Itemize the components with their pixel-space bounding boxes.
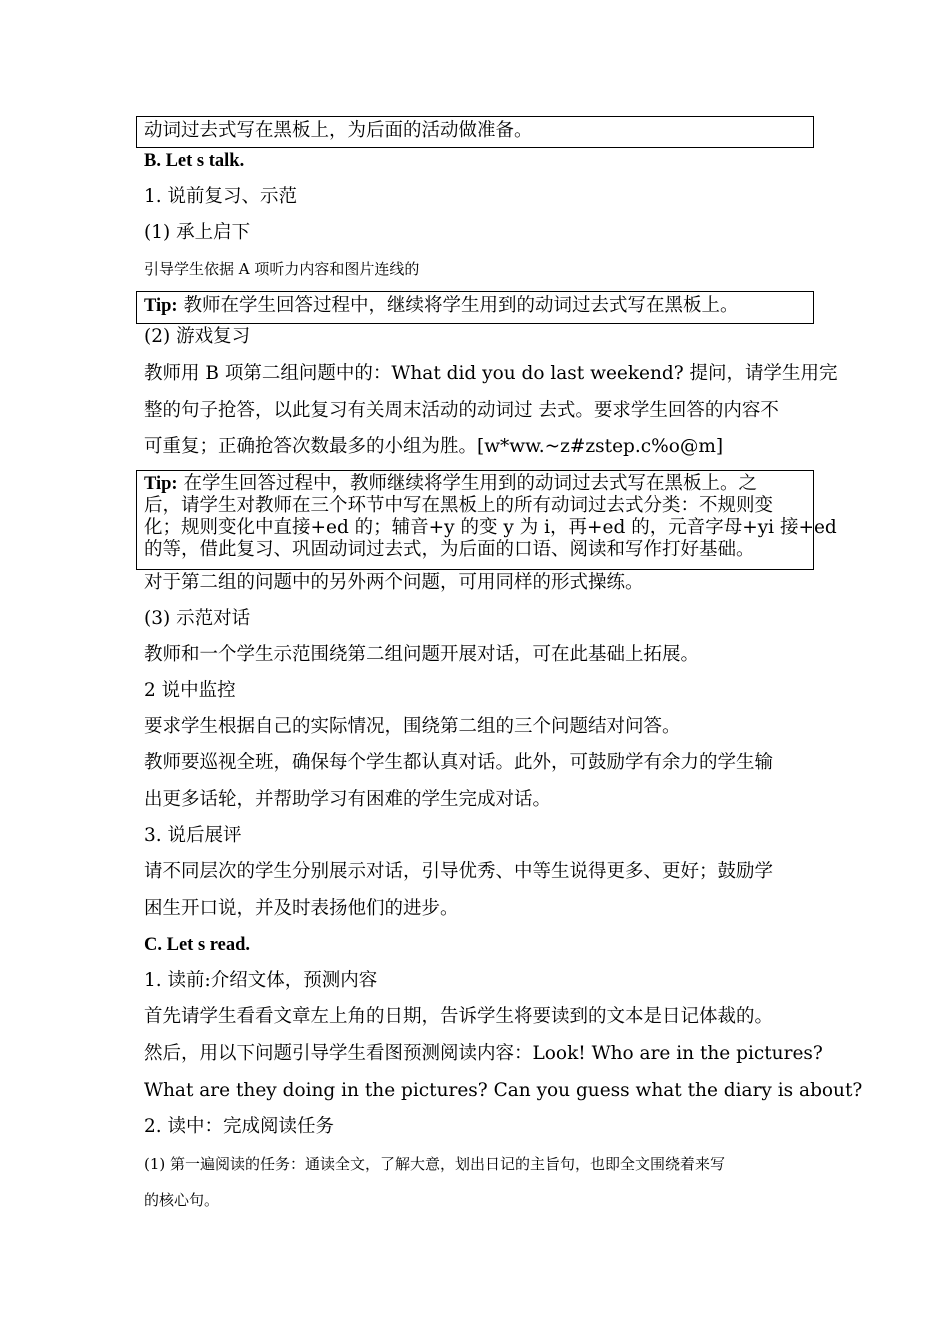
paragraph: 对于第二组的问题中的另外两个问题，可用同样的形式操练。 [144, 572, 644, 593]
paragraph-line: 教师要巡视全班，确保每个学生都认真对话。此外，可鼓励学有余力的学生输 [144, 752, 774, 773]
section-c-heading: C. Let s read. [144, 935, 251, 955]
step-heading: 3. 说后展评 [144, 825, 242, 846]
paragraph: 首先请学生看看文章左上角的日期，告诉学生将要读到的文本是日记体裁的。 [144, 1006, 774, 1027]
tip-text: 教师在学生回答过程中，继续将学生用到的动词过去式写在黑板上。 [177, 295, 739, 316]
sub-heading: (3) 示范对话 [144, 608, 251, 629]
step-heading: 2. 读中：完成阅读任务 [144, 1116, 335, 1137]
paragraph: 引导学生依据 A 项听力内容和图片连线的 [144, 260, 420, 278]
tip-line: 后，请学生对教师在三个环节中写在黑板上的所有动词过去式分类：不规则变 [144, 495, 774, 516]
tip-line [144, 473, 757, 495]
paragraph-line: 困生开口说，并及时表扬他们的进步。 [144, 898, 459, 919]
paragraph-line: 然后，用以下问题引导学生看图预测阅读内容：Look! Who are in the pictures? [144, 1043, 823, 1064]
paragraph-line: 的核心句。 [144, 1191, 220, 1209]
paragraph-line: 可重复；正确抢答次数最多的小组为胜。[w*ww.~z#zstep.c%o@m] [144, 436, 724, 457]
tip-label: Tip: [144, 474, 178, 494]
tip-label: Tip: [144, 296, 178, 316]
tip-line [144, 295, 739, 317]
paragraph-line: (1) 第一遍阅读的任务：通读全文，了解大意，划出日记的主旨句，也即全文围绕着来写 [144, 1155, 726, 1173]
step-heading: 1. 读前:介绍文体，预测内容 [144, 970, 378, 991]
step-heading: 2 说中监控 [144, 680, 236, 701]
tip-box [136, 470, 837, 570]
tip-line: 的等，借此复习、巩固动词过去式，为后面的口语、阅读和写作打好基础。 [144, 539, 755, 560]
tip-text: 在学生回答过程中，教师继续将学生用到的动词过去式写在黑板上。之 [177, 473, 757, 494]
sub-heading: (1) 承上启下 [144, 222, 251, 243]
tip-line: 化；规则变化中直接+ed 的；辅音+y 的变 y 为 i，再+ed 的，元音字母+yi 接+ed [144, 517, 837, 538]
paragraph-line: 请不同层次的学生分别展示对话，引导优秀、中等生说得更多、更好；鼓励学 [144, 861, 774, 882]
tip-box [136, 291, 814, 324]
section-b-heading: B. Let s talk. [144, 151, 245, 171]
paragraph-line: 出更多话轮，并帮助学习有困难的学生完成对话。 [144, 789, 552, 810]
note-text: 动词过去式写在黑板上，为后面的活动做准备。 [144, 120, 533, 141]
step-heading: 1. 说前复习、示范 [144, 186, 298, 207]
paragraph-line: 教师用 B 项第二组问题中的：What did you do last weekend? 提问，请学生用完 [144, 363, 838, 384]
sub-heading: (2) 游戏复习 [144, 326, 251, 347]
paragraph: 教师和一个学生示范围绕第二组问题开展对话，可在此基础上拓展。 [144, 644, 700, 665]
note-box-continued [136, 116, 814, 148]
paragraph: 要求学生根据自己的实际情况，围绕第二组的三个问题结对问答。 [144, 716, 681, 737]
paragraph-line: 整的句子抢答，以此复习有关周末活动的动词过 去式。要求学生回答的内容不 [144, 400, 779, 421]
paragraph-line: What are they doing in the pictures? Can you guess what the diary is about? [144, 1080, 863, 1101]
